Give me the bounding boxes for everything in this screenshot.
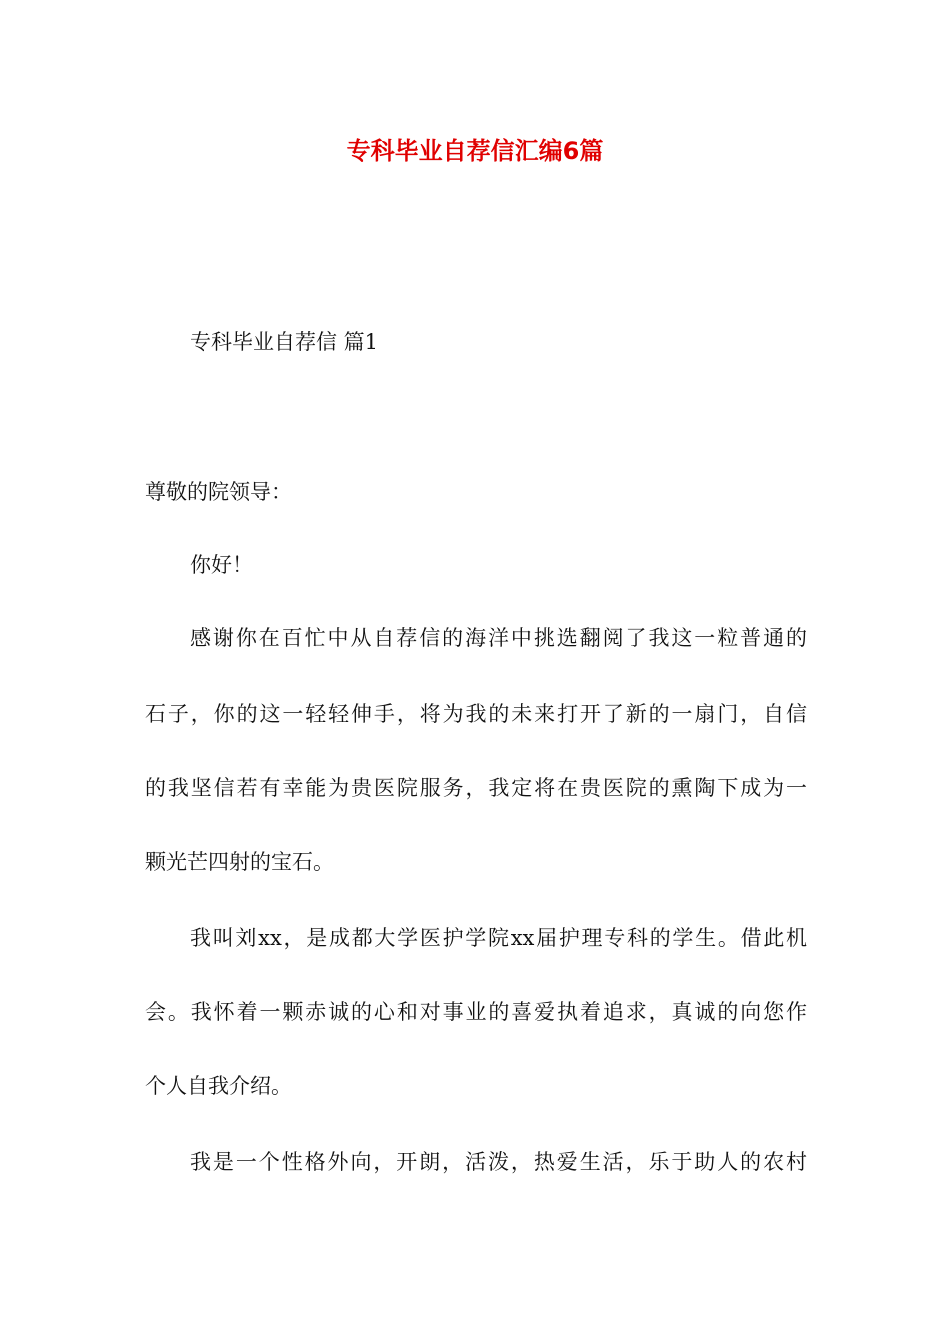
paragraph-1-line-3: 的我坚信若有幸能为贵医院服务，我定将在贵医院的熏陶下成为一 [145,776,807,800]
document-title: 专科毕业自荐信汇编6篇 [346,137,604,165]
greeting: 你好！ [190,553,253,577]
paragraph-2-line-1: 我叫刘xx，是成都大学医护学院xx届护理专科的学生。借此机 [190,926,807,950]
paragraph-3-line-1: 我是一个性格外向，开朗，活泼，热爱生活，乐于助人的农村 [190,1150,807,1174]
paragraph-2-line-2: 会。我怀着一颗赤诚的心和对事业的喜爱执着追求，真诚的向您作 [145,1000,807,1024]
paragraph-1-line-2: 石子，你的这一轻轻伸手，将为我的未来打开了新的一扇门，自信 [145,702,807,726]
paragraph-1-line-4: 颗光芒四射的宝石。 [145,850,334,874]
paragraph-2-line-3: 个人自我介绍。 [145,1074,292,1098]
salutation: 尊敬的院领导： [145,480,292,504]
section-heading: 专科毕业自荐信 篇1 [190,330,379,354]
paragraph-1-line-1: 感谢你在百忙中从自荐信的海洋中挑选翻阅了我这一粒普通的 [190,626,807,650]
